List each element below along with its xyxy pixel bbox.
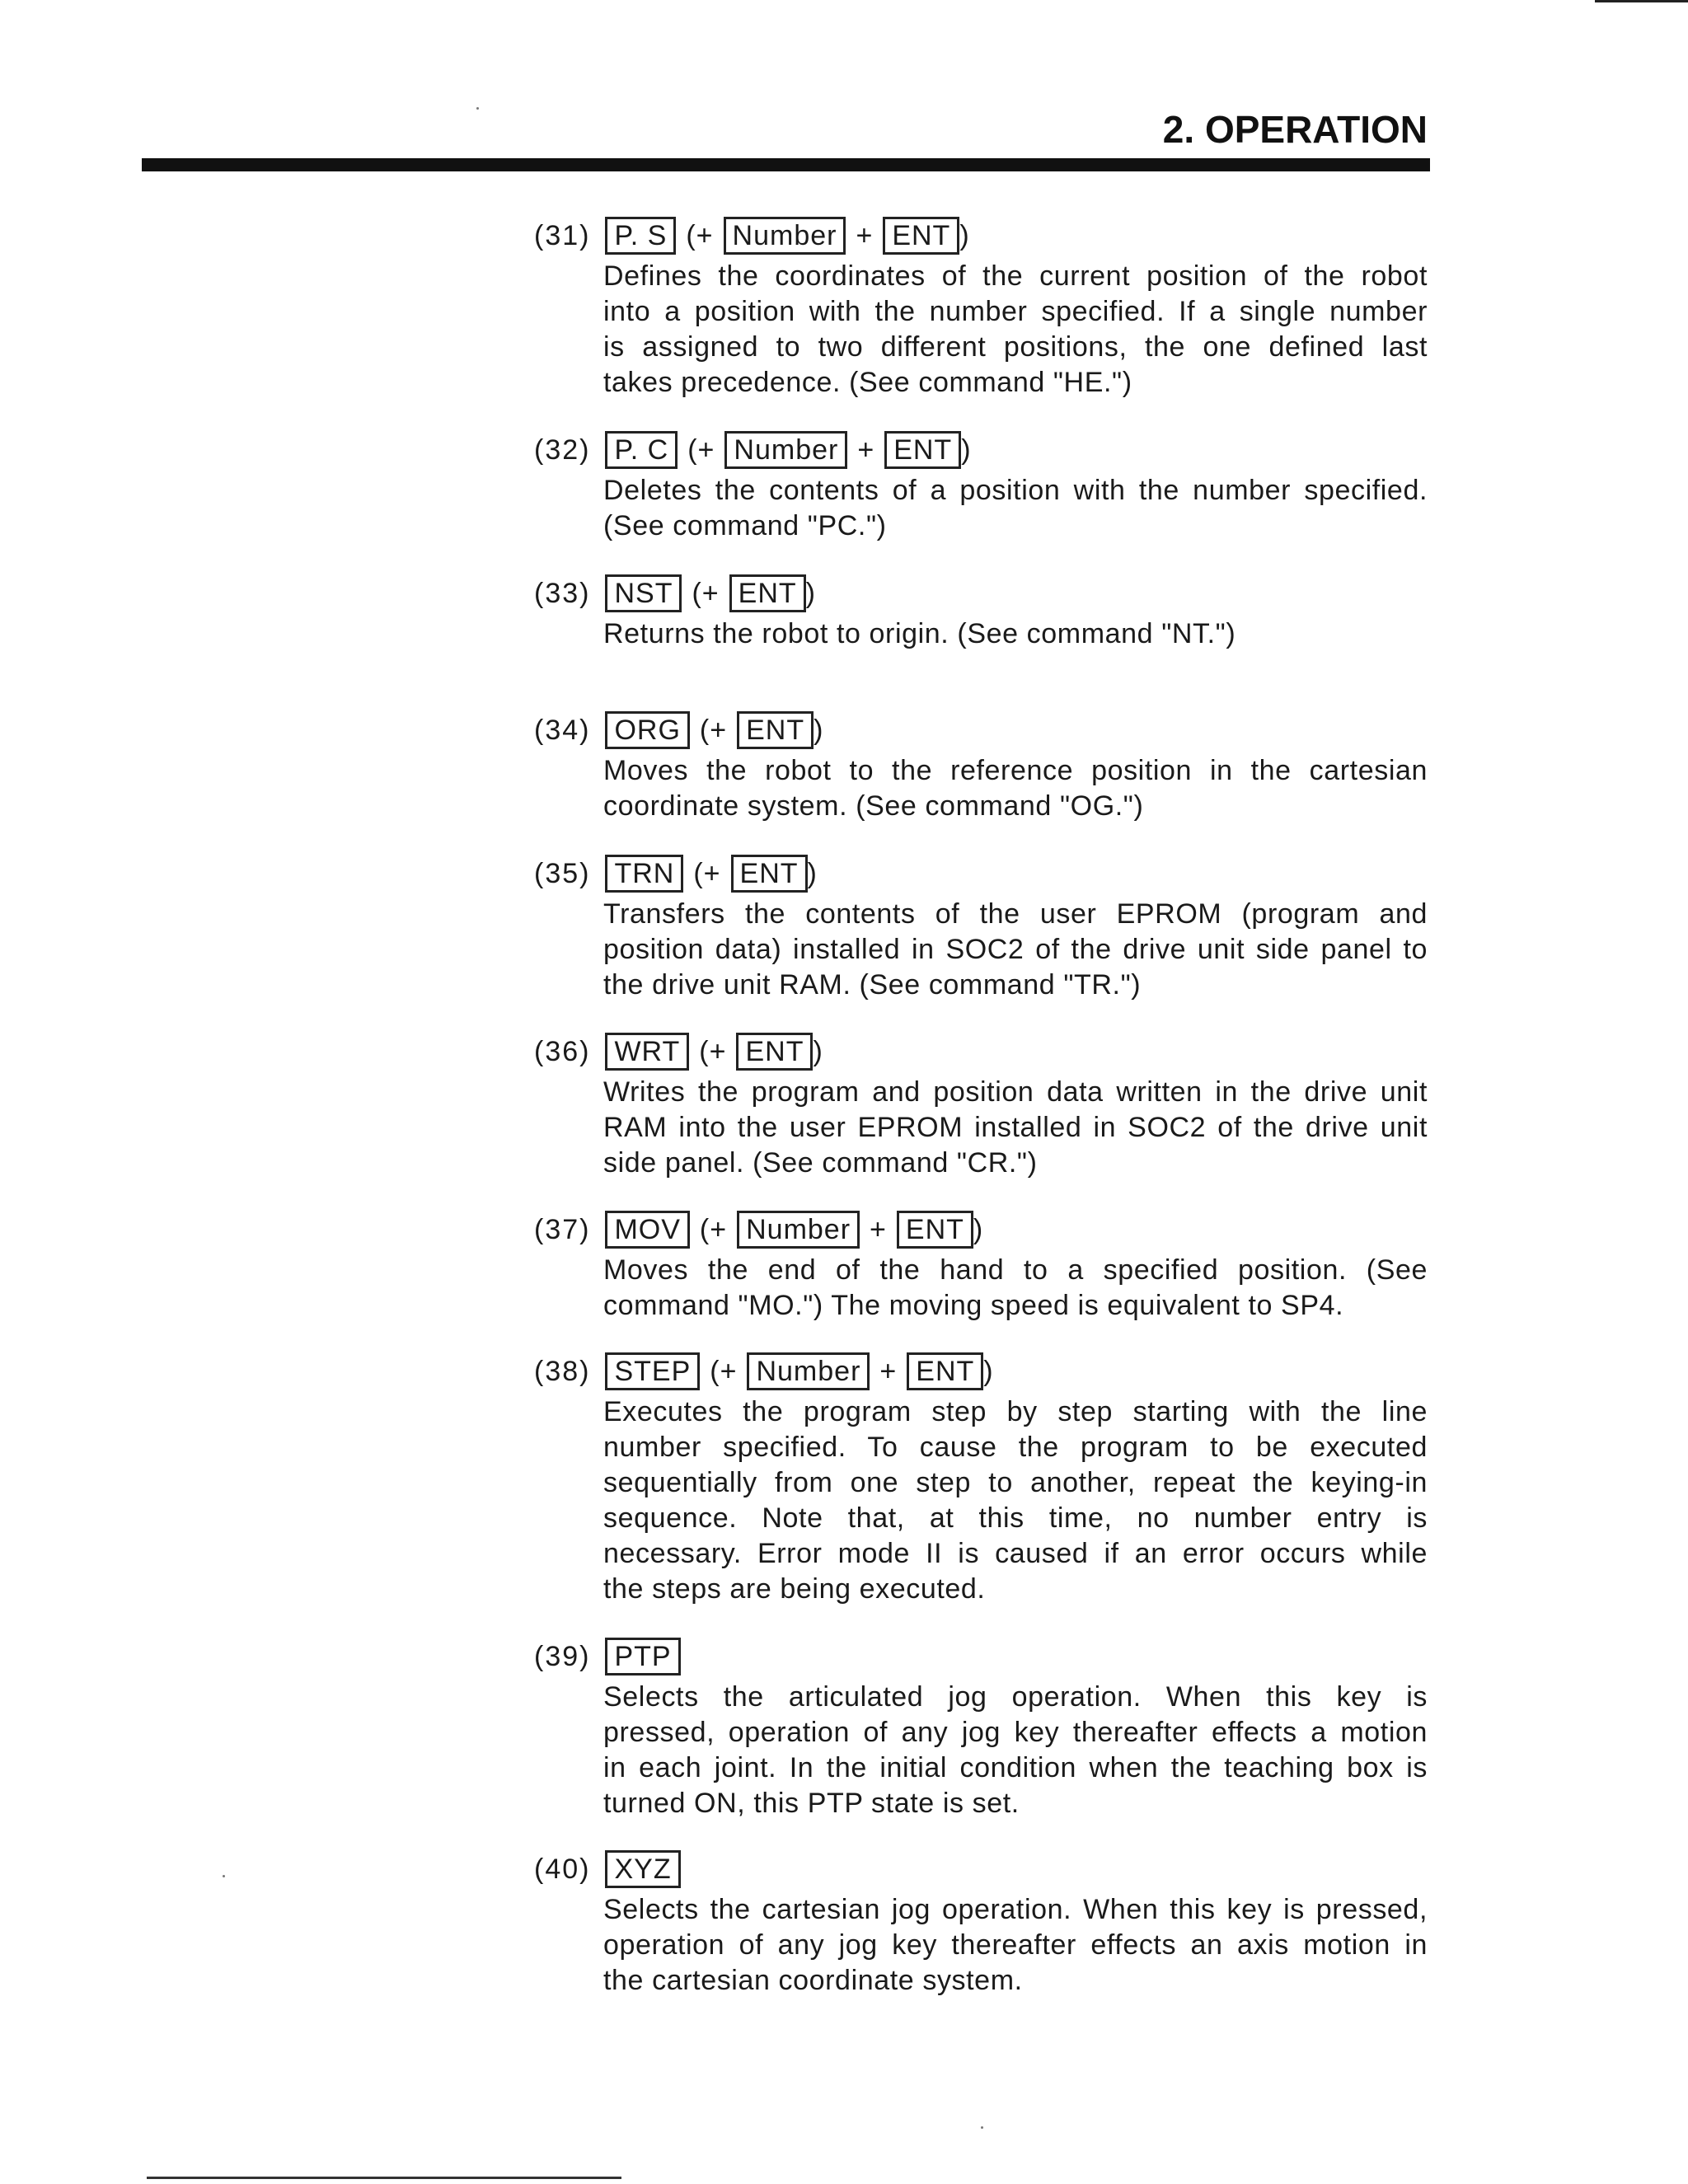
key-ent: ENT [897,1211,973,1249]
close-symbol: ) [814,714,824,746]
desc-line: Selects the articulated jog operation. When this key is [603,1681,1428,1713]
entry-number: (31) [534,219,591,251]
open-symbol: (+ [699,1035,727,1067]
header-bar [142,158,1430,171]
scan-speck [476,107,479,110]
close-symbol: ) [807,857,818,889]
key-ent: ENT [884,431,961,469]
command-line [534,851,818,897]
entry-description [603,259,1428,401]
scan-speck [981,2126,983,2129]
entry-number: (33) [534,577,591,609]
key-nst: NST [605,574,682,612]
key-number: Number [724,431,847,469]
desc-line: the cartesian coordinate system. [603,1965,1023,1996]
command-line [534,213,970,259]
entry-number: (36) [534,1035,591,1067]
key-ent: ENT [736,1033,813,1071]
entry-description [603,616,1428,652]
entry-description [603,1394,1428,1607]
close-symbol: ) [959,219,970,251]
plus-symbol: + [870,1213,887,1245]
entry-number: (34) [534,714,591,746]
key-number: Number [724,217,846,255]
desc-line: RAM into the user EPROM installed in SOC2 of the drive unit [603,1112,1428,1143]
close-symbol: ) [805,577,816,609]
open-symbol: (+ [699,714,728,746]
desc-line: in each joint. In the initial condition when the teaching box is [603,1752,1428,1783]
desc-line: coordinate system. (See command "OG.") [603,790,1144,822]
key-ent: ENT [729,574,806,612]
key-ent: ENT [731,855,808,893]
command-line [534,1846,681,1892]
plus-symbol: + [857,434,875,466]
command-line [534,1633,681,1680]
command-line [534,1207,983,1253]
open-symbol: (+ [710,1355,738,1387]
open-symbol: (+ [686,219,714,251]
open-symbol: (+ [687,434,715,466]
desc-line: side panel. (See command "CR.") [603,1147,1038,1179]
desc-line: the steps are being executed. [603,1573,986,1605]
key-org: ORG [605,711,689,749]
entry-description [603,473,1428,544]
command-line [534,427,972,473]
entry-number: (38) [534,1355,591,1387]
entry-description [603,897,1428,1003]
desc-line: the drive unit RAM. (See command "TR.") [603,969,1142,1001]
key-ent: ENT [907,1352,983,1390]
desc-line: Deletes the contents of a position with the number specified. [603,475,1428,506]
desc-line: Writes the program and position data written in the drive unit [603,1076,1428,1108]
entry-number: (35) [534,857,591,889]
bottom-rule [147,2177,621,2179]
key-pc: P. C [605,431,678,469]
key-step: STEP [605,1352,700,1390]
close-symbol: ) [973,1213,984,1245]
top-right-rule [1595,0,1688,2]
desc-line: necessary. Error mode II is caused if an error occurs while [603,1538,1428,1569]
desc-line: Selects the cartesian jog operation. When this key is pressed, [603,1894,1428,1925]
desc-line: Transfers the contents of the user EPROM (program and [603,898,1428,930]
desc-line: number specified. To cause the program to be executed [603,1432,1428,1463]
key-ps: P. S [605,217,676,255]
desc-line: Defines the coordinates of the current position of the robot [603,260,1428,292]
open-symbol: (+ [693,857,721,889]
key-ptp: PTP [605,1638,680,1675]
desc-line: sequence. Note that, at this time, no number entry is [603,1502,1428,1534]
command-line [534,570,816,616]
desc-line: into a position with the number specified. If a single number [603,296,1428,327]
close-symbol: ) [961,434,972,466]
entry-description [603,1253,1428,1324]
desc-line: (See command "PC.") [603,510,887,541]
desc-line: sequentially from one step to another, repeat the keying-in [603,1467,1428,1498]
desc-line: is assigned to two different positions, the one defined last [603,331,1428,363]
entry-description [603,1075,1428,1181]
entry-description [603,1680,1428,1821]
plus-symbol: + [879,1355,898,1387]
key-number: Number [737,1211,860,1249]
close-symbol: ) [813,1035,823,1067]
key-ent: ENT [737,711,814,749]
desc-line: operation of any jog key thereafter effects an axis motion in [603,1929,1428,1961]
scan-speck [223,1875,225,1877]
section-title: 2. OPERATION [1162,108,1428,151]
close-symbol: ) [983,1355,994,1387]
command-line [534,1029,823,1075]
key-number: Number [747,1352,870,1390]
open-symbol: (+ [699,1213,728,1245]
entry-number: (39) [534,1640,591,1672]
desc-line: Moves the end of the hand to a specified position. (See [603,1254,1428,1286]
desc-line: Moves the robot to the reference position in the cartesian [603,755,1428,786]
entry-description [603,1892,1428,1999]
entry-number: (40) [534,1853,591,1885]
key-trn: TRN [605,855,683,893]
entry-number: (37) [534,1213,591,1245]
command-line [534,707,823,753]
desc-line: takes precedence. (See command "HE.") [603,367,1132,398]
entry-number: (32) [534,434,591,466]
desc-line: turned ON, this PTP state is set. [603,1788,1020,1819]
plus-symbol: + [856,219,874,251]
desc-line: Returns the robot to origin. (See command "NT.") [603,618,1236,649]
desc-line: position data) installed in SOC2 of the drive unit side panel to [603,934,1428,965]
entry-description [603,753,1428,824]
key-xyz: XYZ [605,1850,680,1888]
command-line [534,1348,994,1394]
key-mov: MOV [605,1211,689,1249]
key-ent: ENT [883,217,959,255]
key-wrt: WRT [605,1033,689,1071]
desc-line: pressed, operation of any jog key thereafter effects a motion [603,1717,1428,1748]
desc-line: command "MO.") The moving speed is equivalent to SP4. [603,1290,1344,1321]
desc-line: Executes the program step by step starting with the line [603,1396,1428,1427]
open-symbol: (+ [692,577,720,609]
